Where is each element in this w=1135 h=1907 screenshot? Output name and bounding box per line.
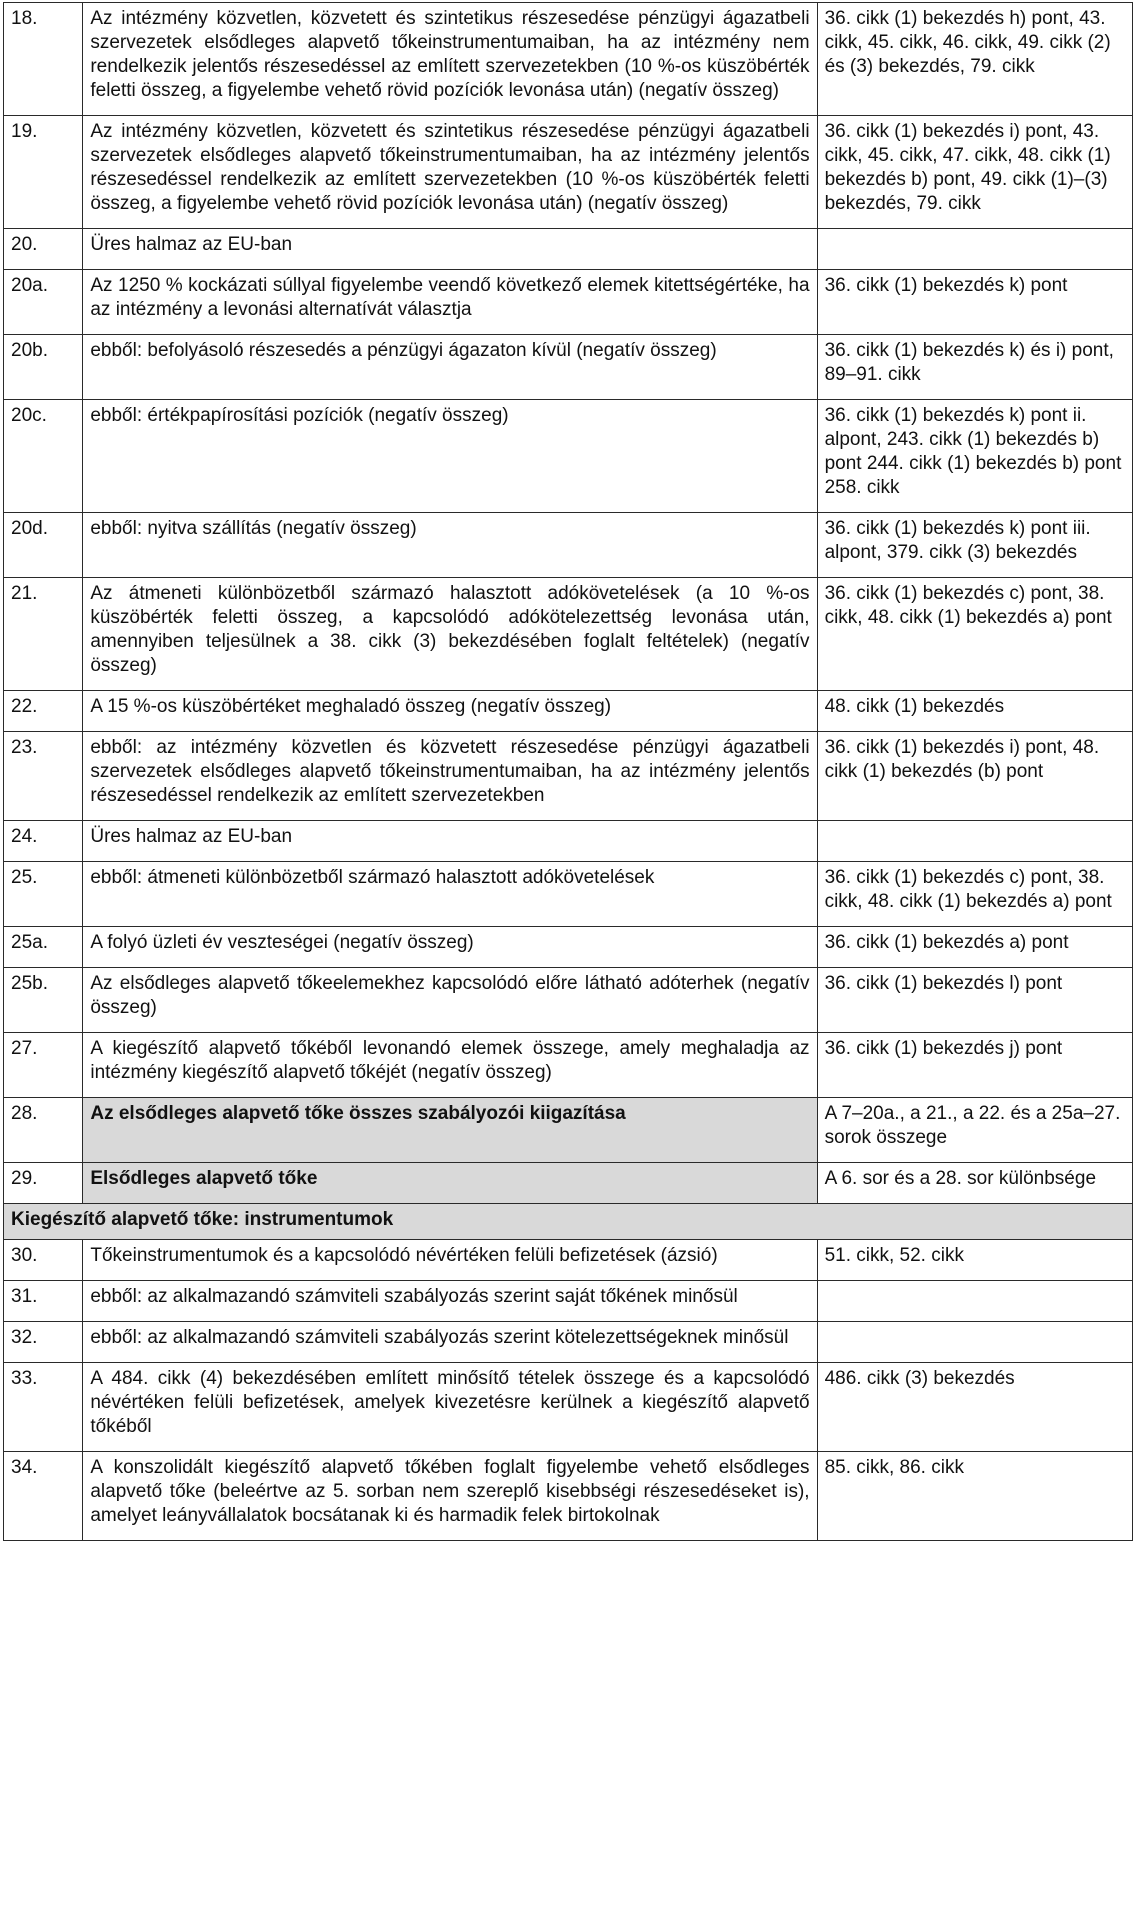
row-legal-reference: 36. cikk (1) bekezdés i) pont, 48. cikk (1) bekezdés (b) pont (817, 732, 1132, 821)
row-description: Elsődleges alapvető tőke (83, 1163, 817, 1204)
row-description: Üres halmaz az EU-ban (83, 821, 817, 862)
row-legal-reference: 51. cikk, 52. cikk (817, 1240, 1132, 1281)
row-description: ebből: az alkalmazandó számviteli szabályozás szerint saját tőkének minősül (83, 1281, 817, 1322)
row-description: Az 1250 % kockázati súllyal figyelembe veendő következő elemek kitettségértéke, ha az intézmény a levonási alternatívát választja (83, 270, 817, 335)
row-description: ebből: nyitva szállítás (negatív összeg) (83, 513, 817, 578)
row-legal-reference: A 6. sor és a 28. sor különbsége (817, 1163, 1132, 1204)
row-number: 25b. (4, 968, 83, 1033)
row-number: 18. (4, 3, 83, 116)
table-row (4, 927, 1133, 968)
row-description: Üres halmaz az EU-ban (83, 229, 817, 270)
table-row (4, 1322, 1133, 1363)
section-heading: Kiegészítő alapvető tőke: instrumentumok (4, 1204, 1133, 1240)
row-legal-reference: A 7–20a., a 21., a 22. és a 25a–27. sorok összege (817, 1098, 1132, 1163)
row-legal-reference: 36. cikk (1) bekezdés l) pont (817, 968, 1132, 1033)
row-legal-reference: 36. cikk (1) bekezdés h) pont, 43. cikk, 45. cikk, 46. cikk, 49. cikk (2) és (3) bekezdés, 79. cikk (817, 3, 1132, 116)
table-row (4, 1363, 1133, 1452)
row-number: 20b. (4, 335, 83, 400)
table-row (4, 1033, 1133, 1098)
row-description: A 15 %-os küszöbértéket meghaladó összeg (negatív összeg) (83, 691, 817, 732)
row-legal-reference: 85. cikk, 86. cikk (817, 1452, 1132, 1541)
table-row (4, 1281, 1133, 1322)
row-description: A kiegészítő alapvető tőkéből levonandó elemek összege, amely meghaladja az intézmény kiegészítő alapvető tőkéjét (negatív összeg) (83, 1033, 817, 1098)
table-row (4, 229, 1133, 270)
row-description: ebből: az intézmény közvetlen és közvetett részesedése pénzügyi ágazatbeli szervezetek elsődleges alapvető tőkeinstrumentumaiban, ha az intézmény jelentős részesedéssel rendelkezik az említett szervezetekben (83, 732, 817, 821)
row-description: ebből: befolyásoló részesedés a pénzügyi ágazaton kívül (negatív összeg) (83, 335, 817, 400)
table-row (4, 691, 1133, 732)
table-row (4, 116, 1133, 229)
table-row (4, 400, 1133, 513)
table-row (4, 3, 1133, 116)
table-row (4, 1452, 1133, 1541)
row-number: 20d. (4, 513, 83, 578)
table-row (4, 732, 1133, 821)
row-legal-reference: 36. cikk (1) bekezdés c) pont, 38. cikk, 48. cikk (1) bekezdés a) pont (817, 578, 1132, 691)
row-legal-reference: 36. cikk (1) bekezdés c) pont, 38. cikk, 48. cikk (1) bekezdés a) pont (817, 862, 1132, 927)
row-description: Az intézmény közvetlen, közvetett és szintetikus részesedése pénzügyi ágazatbeli szervezetek elsődleges alapvető tőkeinstrumentumaiban, ha az intézmény nem rendelkezik jelentős részesedéssel az említett szervezetekben (10 %-os küszöbérték feletti összeg, a figyelembe vehető rövid pozíciók levonása után) (negatív összeg) (83, 3, 817, 116)
row-number: 27. (4, 1033, 83, 1098)
table-row (4, 513, 1133, 578)
section-heading-row (4, 1204, 1133, 1240)
table-row (4, 270, 1133, 335)
row-number: 21. (4, 578, 83, 691)
row-description: ebből: átmeneti különbözetből származó halasztott adókövetelések (83, 862, 817, 927)
row-legal-reference (817, 1322, 1132, 1363)
table-row (4, 578, 1133, 691)
row-number: 28. (4, 1098, 83, 1163)
row-description: ebből: értékpapírosítási pozíciók (negatív összeg) (83, 400, 817, 513)
row-number: 25. (4, 862, 83, 927)
row-number: 32. (4, 1322, 83, 1363)
row-number: 34. (4, 1452, 83, 1541)
regulatory-capital-table (3, 2, 1133, 1541)
row-number: 31. (4, 1281, 83, 1322)
row-description: ebből: az alkalmazandó számviteli szabályozás szerint kötelezettségeknek minősül (83, 1322, 817, 1363)
row-number: 33. (4, 1363, 83, 1452)
row-description: Az átmeneti különbözetből származó halasztott adókövetelések (a 10 %-os küszöbérték feletti összeg, a kapcsolódó adókötelezettség levonása után, amennyiben teljesülnek a 38. cikk (3) bekezdésében foglalt feltételek) (negatív összeg) (83, 578, 817, 691)
row-number: 23. (4, 732, 83, 821)
row-description: Az elsődleges alapvető tőkeelemekhez kapcsolódó előre látható adóterhek (negatív összeg) (83, 968, 817, 1033)
row-legal-reference: 36. cikk (1) bekezdés a) pont (817, 927, 1132, 968)
row-legal-reference (817, 821, 1132, 862)
row-legal-reference: 36. cikk (1) bekezdés k) pont (817, 270, 1132, 335)
row-number: 24. (4, 821, 83, 862)
row-number: 19. (4, 116, 83, 229)
row-number: 30. (4, 1240, 83, 1281)
row-description: Az intézmény közvetlen, közvetett és szintetikus részesedése pénzügyi ágazatbeli szervezetek elsődleges alapvető tőkeinstrumentumaiban, ha az intézmény jelentős részesedéssel rendelkezik az említett szervezetekben (10 %-os küszöbérték feletti összeg, a figyelembe vehető rövid pozíciók levonása után) (negatív összeg) (83, 116, 817, 229)
row-legal-reference: 486. cikk (3) bekezdés (817, 1363, 1132, 1452)
row-number: 20. (4, 229, 83, 270)
row-description: A konszolidált kiegészítő alapvető tőkében foglalt figyelembe vehető elsődleges alapvető tőke (beleértve az 5. sorban nem szereplő kisebbségi részesedéseket is), amelyet leányvállalatok bocsátanak ki és harmadik felek birtokolnak (83, 1452, 817, 1541)
table-row (4, 862, 1133, 927)
table-row-total (4, 1098, 1133, 1163)
row-number: 29. (4, 1163, 83, 1204)
row-legal-reference: 36. cikk (1) bekezdés k) pont iii. alpont, 379. cikk (3) bekezdés (817, 513, 1132, 578)
row-legal-reference: 48. cikk (1) bekezdés (817, 691, 1132, 732)
row-legal-reference: 36. cikk (1) bekezdés k) és i) pont, 89–91. cikk (817, 335, 1132, 400)
row-legal-reference: 36. cikk (1) bekezdés i) pont, 43. cikk, 45. cikk, 47. cikk, 48. cikk (1) bekezdés b) pont, 49. cikk (1)–(3) bekezdés, 79. cikk (817, 116, 1132, 229)
table-row (4, 968, 1133, 1033)
row-legal-reference: 36. cikk (1) bekezdés j) pont (817, 1033, 1132, 1098)
row-description: A 484. cikk (4) bekezdésében említett minősítő tételek összege és a kapcsolódó névértéken felüli befizetések, amelyek kivezetésre kerülnek a kiegészítő alapvető tőkéből (83, 1363, 817, 1452)
table-body (4, 3, 1133, 1541)
row-number: 20a. (4, 270, 83, 335)
document-page (3, 2, 1133, 1541)
table-row (4, 821, 1133, 862)
row-number: 20c. (4, 400, 83, 513)
row-legal-reference (817, 1281, 1132, 1322)
row-legal-reference (817, 229, 1132, 270)
row-description: Az elsődleges alapvető tőke összes szabályozói kiigazítása (83, 1098, 817, 1163)
table-row (4, 1240, 1133, 1281)
row-number: 25a. (4, 927, 83, 968)
row-number: 22. (4, 691, 83, 732)
row-legal-reference: 36. cikk (1) bekezdés k) pont ii. alpont, 243. cikk (1) bekezdés b) pont 244. cikk (1) bekezdés b) pont 258. cikk (817, 400, 1132, 513)
table-row (4, 335, 1133, 400)
row-description: A folyó üzleti év veszteségei (negatív összeg) (83, 927, 817, 968)
table-row-total (4, 1163, 1133, 1204)
row-description: Tőkeinstrumentumok és a kapcsolódó névértéken felüli befizetések (ázsió) (83, 1240, 817, 1281)
